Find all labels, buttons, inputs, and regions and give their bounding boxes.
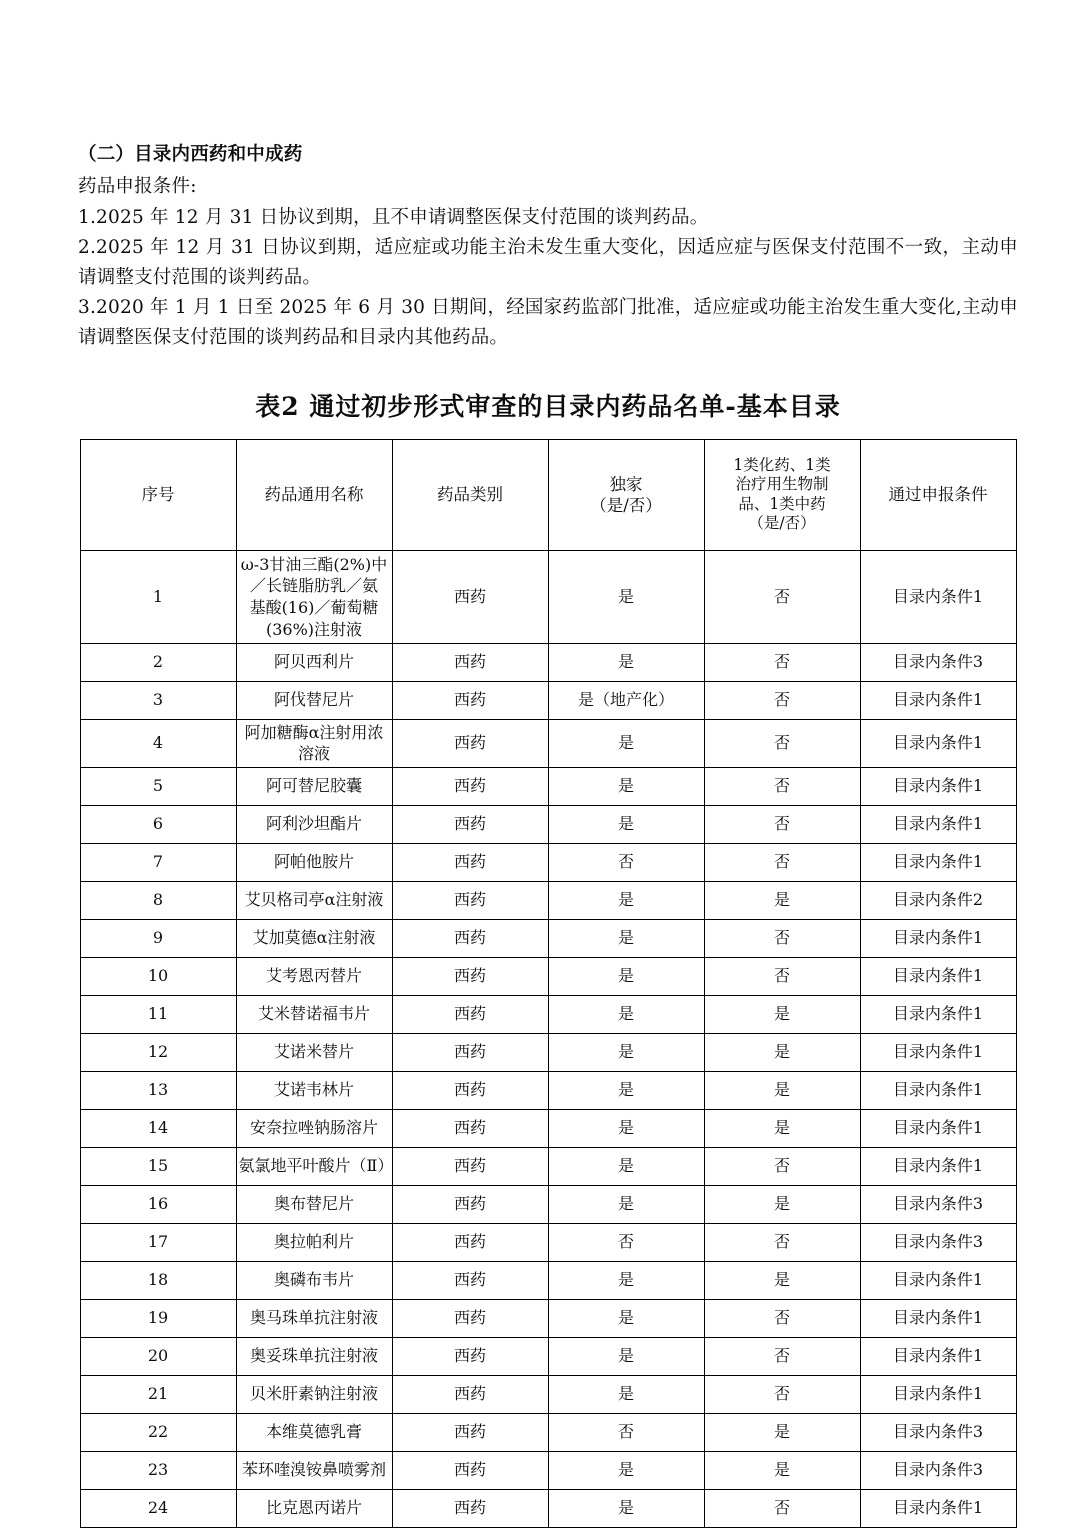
cell-category: 西药 bbox=[392, 844, 548, 882]
table-row bbox=[80, 720, 1016, 768]
cell-exclusive: 是 bbox=[548, 1148, 704, 1186]
cell-class1: 是 bbox=[704, 1414, 860, 1452]
cell-condition: 目录内条件3 bbox=[860, 644, 1016, 682]
cell-index: 8 bbox=[80, 882, 236, 920]
cell-category: 西药 bbox=[392, 1452, 548, 1490]
cell-exclusive: 是 bbox=[548, 1186, 704, 1224]
cell-condition: 目录内条件1 bbox=[860, 996, 1016, 1034]
table-row bbox=[80, 920, 1016, 958]
drug-list-table bbox=[80, 439, 1017, 1528]
cell-class1: 否 bbox=[704, 550, 860, 643]
cell-exclusive: 是 bbox=[548, 958, 704, 996]
cell-category: 西药 bbox=[392, 996, 548, 1034]
cell-category: 西药 bbox=[392, 1186, 548, 1224]
cell-category: 西药 bbox=[392, 1148, 548, 1186]
column-header-drug-name: 药品通用名称 bbox=[236, 439, 392, 550]
table-row bbox=[80, 996, 1016, 1034]
cell-drug-name: 艾米替诺福韦片 bbox=[236, 996, 392, 1034]
table-row bbox=[80, 768, 1016, 806]
cell-category: 西药 bbox=[392, 1224, 548, 1262]
table-row bbox=[80, 1148, 1016, 1186]
cell-exclusive: 是 bbox=[548, 882, 704, 920]
cell-exclusive: 是 bbox=[548, 996, 704, 1034]
cell-drug-name: 艾诺米替片 bbox=[236, 1034, 392, 1072]
cell-index: 11 bbox=[80, 996, 236, 1034]
cell-index: 14 bbox=[80, 1110, 236, 1148]
cell-category: 西药 bbox=[392, 1490, 548, 1528]
cell-class1: 是 bbox=[704, 1110, 860, 1148]
cell-index: 10 bbox=[80, 958, 236, 996]
table-row bbox=[80, 1452, 1016, 1490]
column-header-exclusive bbox=[548, 439, 704, 550]
cell-condition: 目录内条件1 bbox=[860, 920, 1016, 958]
cell-condition: 目录内条件1 bbox=[860, 806, 1016, 844]
cell-exclusive: 是 bbox=[548, 806, 704, 844]
table-row bbox=[80, 1110, 1016, 1148]
cell-exclusive: 否 bbox=[548, 844, 704, 882]
cell-category: 西药 bbox=[392, 1034, 548, 1072]
cell-exclusive: 是 bbox=[548, 644, 704, 682]
condition-item-1: 1.2025 年 12 月 31 日协议到期，且不申请调整医保支付范围的谈判药品。 bbox=[78, 206, 709, 228]
cell-condition: 目录内条件1 bbox=[860, 1072, 1016, 1110]
cell-category: 西药 bbox=[392, 1376, 548, 1414]
cell-drug-name: 苯环喹溴铵鼻喷雾剂 bbox=[236, 1452, 392, 1490]
cell-index: 1 bbox=[80, 550, 236, 643]
cell-exclusive: 是 bbox=[548, 550, 704, 643]
cell-condition: 目录内条件1 bbox=[860, 958, 1016, 996]
cell-index: 15 bbox=[80, 1148, 236, 1186]
table-row bbox=[80, 1224, 1016, 1262]
section-heading: （二）目录内西药和中成药 bbox=[78, 144, 303, 165]
cell-index: 24 bbox=[80, 1490, 236, 1528]
column-header-class1-line3: 品、1类中药 bbox=[738, 494, 826, 513]
cell-exclusive: 是 bbox=[548, 1376, 704, 1414]
cell-category: 西药 bbox=[392, 920, 548, 958]
column-header-category: 药品类别 bbox=[392, 439, 548, 550]
cell-exclusive: 是 bbox=[548, 1452, 704, 1490]
cell-class1: 否 bbox=[704, 768, 860, 806]
cell-drug-name: 艾诺韦林片 bbox=[236, 1072, 392, 1110]
cell-class1: 否 bbox=[704, 1376, 860, 1414]
cell-drug-name-line1: ω-3甘油三酯(2%)中／长链脂肪乳／氨 bbox=[240, 554, 388, 596]
cell-index: 20 bbox=[80, 1338, 236, 1376]
cell-condition: 目录内条件1 bbox=[860, 768, 1016, 806]
condition-item-3: 3.2020 年 1 月 1 日至 2025 年 6 月 30 日期间，经国家药监部门批准，适应症或功能主治发生重大变化,主动申请调整医保支付范围的谈判药品和目录内其他药品。 bbox=[78, 296, 1018, 348]
column-header-class1-line1: 1类化药、1类 bbox=[733, 455, 831, 474]
column-header-class1-line4: （是/否） bbox=[748, 514, 816, 533]
cell-exclusive: 是 bbox=[548, 1110, 704, 1148]
cell-class1: 是 bbox=[704, 1262, 860, 1300]
table-row bbox=[80, 1338, 1016, 1376]
cell-category: 西药 bbox=[392, 1072, 548, 1110]
cell-class1: 是 bbox=[704, 1186, 860, 1224]
cell-index: 18 bbox=[80, 1262, 236, 1300]
cell-drug-name: 奥拉帕利片 bbox=[236, 1224, 392, 1262]
table-row bbox=[80, 882, 1016, 920]
cell-class1: 否 bbox=[704, 920, 860, 958]
cell-drug-name: 奥妥珠单抗注射液 bbox=[236, 1338, 392, 1376]
cell-category: 西药 bbox=[392, 1300, 548, 1338]
column-header-exclusive-line2: （是/否） bbox=[590, 495, 662, 515]
cell-index: 22 bbox=[80, 1414, 236, 1452]
cell-index: 3 bbox=[80, 682, 236, 720]
cell-exclusive: 是 bbox=[548, 1300, 704, 1338]
cell-category: 西药 bbox=[392, 958, 548, 996]
cell-condition: 目录内条件1 bbox=[860, 844, 1016, 882]
cell-condition: 目录内条件2 bbox=[860, 882, 1016, 920]
cell-category: 西药 bbox=[392, 806, 548, 844]
intro-section bbox=[78, 140, 1018, 353]
cell-drug-name: 比克恩丙诺片 bbox=[236, 1490, 392, 1528]
cell-drug-name: 奥布替尼片 bbox=[236, 1186, 392, 1224]
cell-category: 西药 bbox=[392, 550, 548, 643]
cell-drug-name: 艾考恩丙替片 bbox=[236, 958, 392, 996]
cell-condition: 目录内条件3 bbox=[860, 1224, 1016, 1262]
cell-drug-name: 阿帕他胺片 bbox=[236, 844, 392, 882]
cell-condition: 目录内条件1 bbox=[860, 550, 1016, 643]
cell-category: 西药 bbox=[392, 882, 548, 920]
cell-condition: 目录内条件3 bbox=[860, 1186, 1016, 1224]
cell-class1: 否 bbox=[704, 682, 860, 720]
application-conditions-label: 药品申报条件: bbox=[78, 175, 197, 197]
table-row bbox=[80, 1490, 1016, 1528]
cell-class1: 否 bbox=[704, 644, 860, 682]
cell-condition: 目录内条件1 bbox=[860, 1490, 1016, 1528]
cell-condition: 目录内条件1 bbox=[860, 1034, 1016, 1072]
cell-condition: 目录内条件1 bbox=[860, 1338, 1016, 1376]
table-header-row bbox=[80, 439, 1016, 550]
cell-exclusive: 是 bbox=[548, 720, 704, 768]
cell-class1: 否 bbox=[704, 1338, 860, 1376]
cell-condition: 目录内条件3 bbox=[860, 1414, 1016, 1452]
cell-class1: 是 bbox=[704, 1034, 860, 1072]
cell-condition: 目录内条件1 bbox=[860, 720, 1016, 768]
condition-item-2: 2.2025 年 12 月 31 日协议到期，适应症或功能主治未发生重大变化，因适应症与医保支付范围不一致，主动申请调整支付范围的谈判药品。 bbox=[78, 236, 1018, 288]
table-row bbox=[80, 1300, 1016, 1338]
cell-drug-name: 氨氯地平叶酸片（Ⅱ） bbox=[236, 1148, 392, 1186]
cell-class1: 否 bbox=[704, 844, 860, 882]
table-row bbox=[80, 1186, 1016, 1224]
cell-index: 21 bbox=[80, 1376, 236, 1414]
cell-drug-name: 贝米肝素钠注射液 bbox=[236, 1376, 392, 1414]
cell-class1: 否 bbox=[704, 958, 860, 996]
table-row bbox=[80, 844, 1016, 882]
cell-exclusive: 是 bbox=[548, 920, 704, 958]
cell-index: 2 bbox=[80, 644, 236, 682]
cell-exclusive: 是 bbox=[548, 1338, 704, 1376]
table-row bbox=[80, 1376, 1016, 1414]
cell-class1: 是 bbox=[704, 996, 860, 1034]
cell-exclusive: 是 bbox=[548, 768, 704, 806]
cell-class1: 否 bbox=[704, 720, 860, 768]
cell-index: 4 bbox=[80, 720, 236, 768]
cell-index: 17 bbox=[80, 1224, 236, 1262]
cell-drug-name: 阿利沙坦酯片 bbox=[236, 806, 392, 844]
cell-drug-name-line2: 基酸(16)／葡萄糖(36%)注射液 bbox=[249, 597, 379, 639]
cell-class1: 否 bbox=[704, 806, 860, 844]
cell-index: 12 bbox=[80, 1034, 236, 1072]
column-header-condition: 通过申报条件 bbox=[860, 439, 1016, 550]
cell-category: 西药 bbox=[392, 1262, 548, 1300]
cell-drug-name bbox=[236, 550, 392, 643]
cell-condition: 目录内条件1 bbox=[860, 1110, 1016, 1148]
table-row bbox=[80, 958, 1016, 996]
cell-category: 西药 bbox=[392, 720, 548, 768]
cell-exclusive: 是 bbox=[548, 1490, 704, 1528]
cell-drug-name: 阿加糖酶α注射用浓溶液 bbox=[236, 720, 392, 768]
table-row bbox=[80, 1262, 1016, 1300]
cell-drug-name: 阿可替尼胶囊 bbox=[236, 768, 392, 806]
cell-category: 西药 bbox=[392, 1110, 548, 1148]
cell-condition: 目录内条件1 bbox=[860, 1300, 1016, 1338]
table-row bbox=[80, 806, 1016, 844]
cell-exclusive: 否 bbox=[548, 1414, 704, 1452]
cell-category: 西药 bbox=[392, 1414, 548, 1452]
cell-index: 9 bbox=[80, 920, 236, 958]
cell-condition: 目录内条件1 bbox=[860, 1262, 1016, 1300]
cell-class1: 是 bbox=[704, 882, 860, 920]
column-header-class1-line2: 治疗用生物制 bbox=[735, 475, 829, 494]
cell-index: 6 bbox=[80, 806, 236, 844]
cell-drug-name: 本维莫德乳膏 bbox=[236, 1414, 392, 1452]
cell-category: 西药 bbox=[392, 1338, 548, 1376]
cell-condition: 目录内条件3 bbox=[860, 1452, 1016, 1490]
table-row bbox=[80, 682, 1016, 720]
cell-category: 西药 bbox=[392, 644, 548, 682]
table-row bbox=[80, 1034, 1016, 1072]
column-header-class1 bbox=[704, 439, 860, 550]
table-title: 表2 通过初步形式审查的目录内药品名单-基本目录 bbox=[255, 391, 841, 421]
cell-class1: 是 bbox=[704, 1072, 860, 1110]
cell-condition: 目录内条件1 bbox=[860, 1148, 1016, 1186]
cell-exclusive: 否 bbox=[548, 1224, 704, 1262]
cell-exclusive: 是 bbox=[548, 1034, 704, 1072]
cell-class1: 否 bbox=[704, 1300, 860, 1338]
cell-exclusive: 是（地产化） bbox=[548, 682, 704, 720]
cell-category: 西药 bbox=[392, 768, 548, 806]
cell-condition: 目录内条件1 bbox=[860, 1376, 1016, 1414]
cell-index: 19 bbox=[80, 1300, 236, 1338]
column-header-exclusive-line1: 独家 bbox=[609, 474, 643, 494]
table-row bbox=[80, 644, 1016, 682]
cell-index: 5 bbox=[80, 768, 236, 806]
column-header-index: 序号 bbox=[80, 439, 236, 550]
table-body bbox=[80, 550, 1016, 1527]
cell-category: 西药 bbox=[392, 682, 548, 720]
cell-drug-name: 艾加莫德α注射液 bbox=[236, 920, 392, 958]
cell-exclusive: 是 bbox=[548, 1262, 704, 1300]
cell-class1: 否 bbox=[704, 1148, 860, 1186]
cell-index: 23 bbox=[80, 1452, 236, 1490]
cell-index: 16 bbox=[80, 1186, 236, 1224]
cell-drug-name: 奥马珠单抗注射液 bbox=[236, 1300, 392, 1338]
table-header bbox=[80, 439, 1016, 550]
cell-class1: 否 bbox=[704, 1224, 860, 1262]
cell-index: 7 bbox=[80, 844, 236, 882]
cell-drug-name: 奥磷布韦片 bbox=[236, 1262, 392, 1300]
cell-exclusive: 是 bbox=[548, 1072, 704, 1110]
cell-index: 13 bbox=[80, 1072, 236, 1110]
cell-condition: 目录内条件1 bbox=[860, 682, 1016, 720]
cell-drug-name: 阿贝西利片 bbox=[236, 644, 392, 682]
cell-class1: 是 bbox=[704, 1452, 860, 1490]
cell-drug-name: 安奈拉唑钠肠溶片 bbox=[236, 1110, 392, 1148]
table-row bbox=[80, 1414, 1016, 1452]
cell-drug-name: 艾贝格司亭α注射液 bbox=[236, 882, 392, 920]
table-row bbox=[80, 550, 1016, 643]
cell-class1: 否 bbox=[704, 1490, 860, 1528]
table-row bbox=[80, 1072, 1016, 1110]
cell-drug-name: 阿伐替尼片 bbox=[236, 682, 392, 720]
